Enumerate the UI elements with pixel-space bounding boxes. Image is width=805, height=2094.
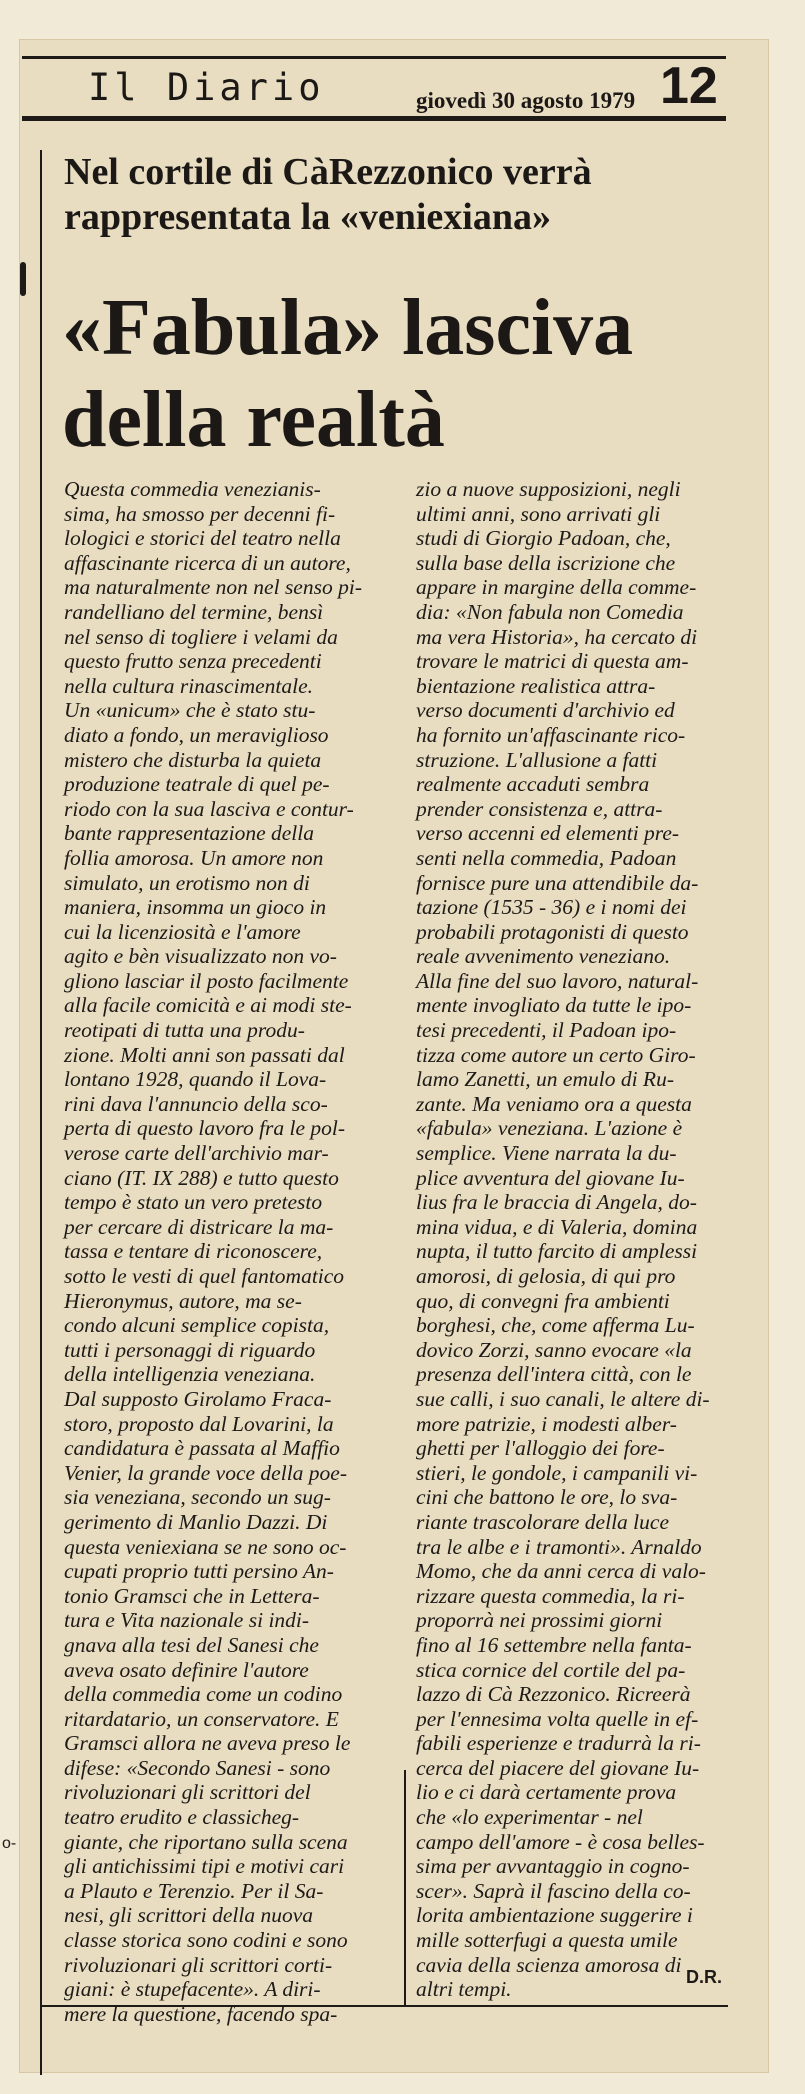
article-line: affascinante ricerca di un autore, <box>64 550 351 575</box>
article-line: Venier, la grande voce della poe- <box>64 1460 347 1485</box>
article-line: che «lo experimentar - nel <box>416 1805 643 1830</box>
article-line: Hieronymus, autore, ma se- <box>64 1288 302 1313</box>
article-line: amorosi, di gelosia, di qui pro <box>416 1264 676 1288</box>
article-line: lamo Zanetti, un emulo di Ru- <box>416 1067 674 1092</box>
article-line: probabili protagonisti di questo <box>416 919 689 944</box>
article-line: reotipati di tutta una produ- <box>64 1018 305 1043</box>
article-line: mere la questione, facendo spa- <box>64 2001 338 2026</box>
article-line: quo, di convegni fra ambienti <box>416 1288 670 1313</box>
scan-edge-mark <box>20 262 26 296</box>
article-line: candidatura è passata al Maffio <box>64 1436 340 1461</box>
article-line: giante, che riportano sulla scena <box>64 1829 348 1854</box>
article-line: tesi precedenti, il Padoan ipo- <box>416 1018 677 1043</box>
article-line: altri tempi. <box>416 1977 512 2002</box>
article-line: gnava alla tesi del Sanesi che <box>64 1632 319 1657</box>
article-line: senti nella commedia, Padoan <box>416 845 677 870</box>
article-line: per cercare di districare la ma- <box>64 1214 334 1239</box>
article-line: tassa e tentare di riconoscere, <box>64 1239 323 1264</box>
article-line: sulla base della iscrizione che <box>416 550 676 575</box>
article-line: gliono lasciar il posto facilmente <box>64 968 349 993</box>
article-line: della commedia come un codino <box>64 1682 343 1707</box>
article-line: lologici e storici del teatro nella <box>64 526 341 551</box>
article-line: Un «unicum» che è stato stu- <box>64 698 316 723</box>
article-line: bante rappresentazione della <box>64 821 315 846</box>
article-line: struzione. L'allusione a fatti <box>416 747 658 772</box>
article-line: rivoluzionari gli scrittori del <box>64 1780 311 1805</box>
article-line: «fabula» veneziana. L'azione è <box>416 1116 683 1141</box>
article-line: dovico Zorzi, sanno evocare «la <box>416 1337 692 1362</box>
article-line: mina vidua, e di Valeria, domina <box>416 1214 698 1239</box>
article-line: mistero che disturba la quieta <box>64 747 322 772</box>
issue-date: giovedì 30 agosto 1979 <box>416 88 636 113</box>
article-line: trovare le matrici di questa am- <box>416 649 689 674</box>
article-line: cavia della scienza amorosa di <box>416 1952 682 1977</box>
masthead-bottom-rule <box>22 116 726 121</box>
article-line: lazzo di Cà Rezzonico. Ricreerà <box>416 1682 691 1707</box>
article-line: scer». Saprà il fascino della co- <box>416 1878 691 1903</box>
article-line: storo, proposto dal Lovarini, la <box>64 1411 334 1436</box>
article-line: questa veniexiana se ne sono oc- <box>64 1534 347 1559</box>
article-line: cerca del piacere del giovane Iu- <box>416 1755 700 1780</box>
article-line: Questa commedia venezianis- <box>64 477 321 501</box>
article-line: tonio Gramsci che in Lettera- <box>64 1583 320 1608</box>
article-line: mente invogliato da tutte le ipo- <box>416 993 692 1018</box>
article-line: tazione (1535 - 36) e i nomi dei <box>416 895 687 920</box>
page-number: 12 <box>660 57 718 115</box>
article-line: sue calli, i suo canali, le altere di- <box>416 1386 710 1411</box>
article-line: sotto le vesti di quel fantomatico <box>64 1264 345 1288</box>
article-line: cini che battono le ore, lo sva- <box>416 1485 678 1510</box>
article-column-right <box>416 477 752 2002</box>
article-line: tura e Vita nazionale si indi- <box>64 1608 310 1633</box>
article-line: dia: «Non fabula non Comedia <box>416 599 684 624</box>
article-headline: «Fabula» lasciva della realtà <box>62 284 634 464</box>
article-line: prender consistenza e, attra- <box>416 796 663 821</box>
article-line: nella cultura rinascimentale. <box>64 673 314 698</box>
column-divider <box>404 1770 406 2005</box>
article-line: giani: è stupefacente». A diri- <box>64 1977 321 2002</box>
article-line: verso documenti d'archivio ed <box>416 698 675 723</box>
article-line: ha fornito un'affascinante rico- <box>416 722 686 747</box>
article-line: tizza come autore un certo Giro- <box>416 1042 696 1067</box>
article-kicker: Nel cortile di CàRezzonico verrà rappresentata la «veniexiana» <box>64 151 592 238</box>
article-line: produzione teatrale di quel pe- <box>64 772 330 797</box>
article-line: sia veneziana, secondo un sug- <box>64 1485 331 1510</box>
article-left-border <box>40 150 42 2075</box>
article-line: per l'ennesima volta quelle in ef- <box>416 1706 699 1731</box>
article-line: rivoluzionari gli scrittori corti- <box>64 1952 333 1977</box>
article-line: ma naturalmente non nel senso pi- <box>64 575 362 600</box>
article-line: perta di questo lavoro fra le pol- <box>64 1116 346 1141</box>
article-line: nupta, il tutto farcito di amplessi <box>416 1239 698 1264</box>
article-line: realmente accaduti sembra <box>416 772 650 797</box>
article-line: Alla fine del suo lavoro, natural- <box>416 968 699 993</box>
article-line: studi di Giorgio Padoan, che, <box>416 526 671 551</box>
article-line: difese: «Secondo Sanesi - sono <box>64 1755 331 1780</box>
article-line: rizzare questa commedia, la ri- <box>416 1583 685 1608</box>
article-line: plice avventura del giovane Iu- <box>416 1165 685 1190</box>
article-line: tra le albe e i tramonti». Arnaldo <box>416 1534 702 1559</box>
article-line: fabili esperienze e tradurrà la ri- <box>416 1731 701 1756</box>
article-line: della intelligenzia veneziana. <box>64 1362 316 1387</box>
article-line: fornisce pure una attendibile da- <box>416 870 699 895</box>
article-line: presenza dell'intera città, con le <box>416 1362 692 1387</box>
article-line: appare in margine della comme- <box>416 575 697 600</box>
article-line: mille sotterfugi a questa umile <box>416 1928 678 1953</box>
author-signature: D.R. <box>686 1967 722 1987</box>
article-line: maniera, insomma un gioco in <box>64 895 327 920</box>
article-line: reale avvenimento veneziano. <box>416 944 671 969</box>
article-line: stieri, le gondole, i campanili vi- <box>416 1460 698 1485</box>
article-line: lorita ambientazione suggerire i <box>416 1903 693 1928</box>
article-line: gli antichissimi tipi e motivi cari <box>64 1854 345 1879</box>
article-line: zio a nuove supposizioni, negli <box>416 477 681 501</box>
article-line: more patrizie, i modesti alber- <box>416 1411 677 1436</box>
article-line: agito e bèn visualizzato non vo- <box>64 944 337 969</box>
article-line: cupati proprio tutti persino An- <box>64 1559 334 1584</box>
article-line: diato a fondo, un meraviglioso <box>64 722 329 747</box>
article-line: aveva osato definire l'autore <box>64 1657 309 1682</box>
article-line: verso accenni ed elementi pre- <box>416 821 680 846</box>
article-line: ciano (IT. IX 288) e tutto questo <box>64 1165 339 1190</box>
article-line: stica cornice del cortile del pa- <box>416 1657 686 1682</box>
article-line: borghesi, che, come afferma Lu- <box>416 1313 695 1338</box>
article-line: nesi, gli scrittori della nuova <box>64 1903 314 1928</box>
article-line: zante. Ma veniamo ora a questa <box>416 1091 692 1116</box>
newspaper-name: Il Diario <box>88 66 325 109</box>
article-line: semplice. Viene narrata la du- <box>416 1141 677 1166</box>
masthead-top-rule <box>22 56 726 59</box>
margin-fragment: o- <box>2 1835 17 1852</box>
article-line: fino al 16 settembre nella fanta- <box>416 1632 692 1657</box>
article-line: nel senso di togliere i velami da <box>64 624 338 649</box>
article-line: teatro erudito e classicheg- <box>64 1805 300 1830</box>
article-line: questo frutto senza precedenti <box>64 649 322 674</box>
article-line: lio e ci darà certamente prova <box>416 1780 677 1805</box>
article-line: lius fra le braccia di Angela, do- <box>416 1190 697 1215</box>
article-line: sima, ha smosso per decenni fi- <box>64 501 336 526</box>
article-line: classe storica sono codini e sono <box>64 1928 348 1953</box>
article-line: rini dava l'annuncio della sco- <box>64 1091 328 1116</box>
article-line: ghetti per l'alloggio dei fore- <box>416 1436 665 1461</box>
article-line: follia amorosa. Un amore non <box>64 845 324 870</box>
article-line: simulato, un erotismo non di <box>64 870 310 895</box>
article-line: sima per avvantaggio in cogno- <box>416 1854 690 1879</box>
article-line: Momo, che da anni cerca di valo- <box>416 1559 706 1584</box>
article-line: Dal supposto Girolamo Fraca- <box>64 1386 332 1411</box>
article-line: bientazione realistica attra- <box>416 673 656 698</box>
article-line: condo alcuni semplice copista, <box>64 1313 330 1338</box>
article-line: ultimi anni, sono arrivati gli <box>416 501 661 526</box>
article-line: lontano 1928, quando il Lova- <box>64 1067 327 1092</box>
article-line: riodo con la sua lasciva e contur- <box>64 796 354 821</box>
article-line: ritardatario, un conservatore. E <box>64 1706 339 1731</box>
article-line: tempo è stato un vero pretesto <box>64 1190 323 1215</box>
article-line: riante trascolorare della luce <box>416 1509 669 1534</box>
article-column-left <box>64 477 394 2026</box>
article-line: Gramsci allora ne aveva preso le <box>64 1731 351 1756</box>
article-line: ma vera Historia», ha cercato di <box>416 624 698 649</box>
article-line: cui la licenziosità e l'amore <box>64 919 301 944</box>
article-line: alla facile comicità e ai modi ste- <box>64 993 352 1018</box>
article-line: zione. Molti anni son passati dal <box>64 1042 345 1067</box>
article-line: tutti i personaggi di riguardo <box>64 1337 316 1362</box>
article-line: campo dell'amore - è cosa belles- <box>416 1829 705 1854</box>
article-line: randelliano del termine, bensì <box>64 599 324 624</box>
article-line: proporrà nei prossimi giorni <box>416 1608 663 1633</box>
article-line: a Plauto e Terenzio. Per il Sa- <box>64 1878 324 1903</box>
article-line: verose carte dell'archivio mar- <box>64 1141 329 1166</box>
article-line: gerimento di Manlio Dazzi. Di <box>64 1509 328 1534</box>
